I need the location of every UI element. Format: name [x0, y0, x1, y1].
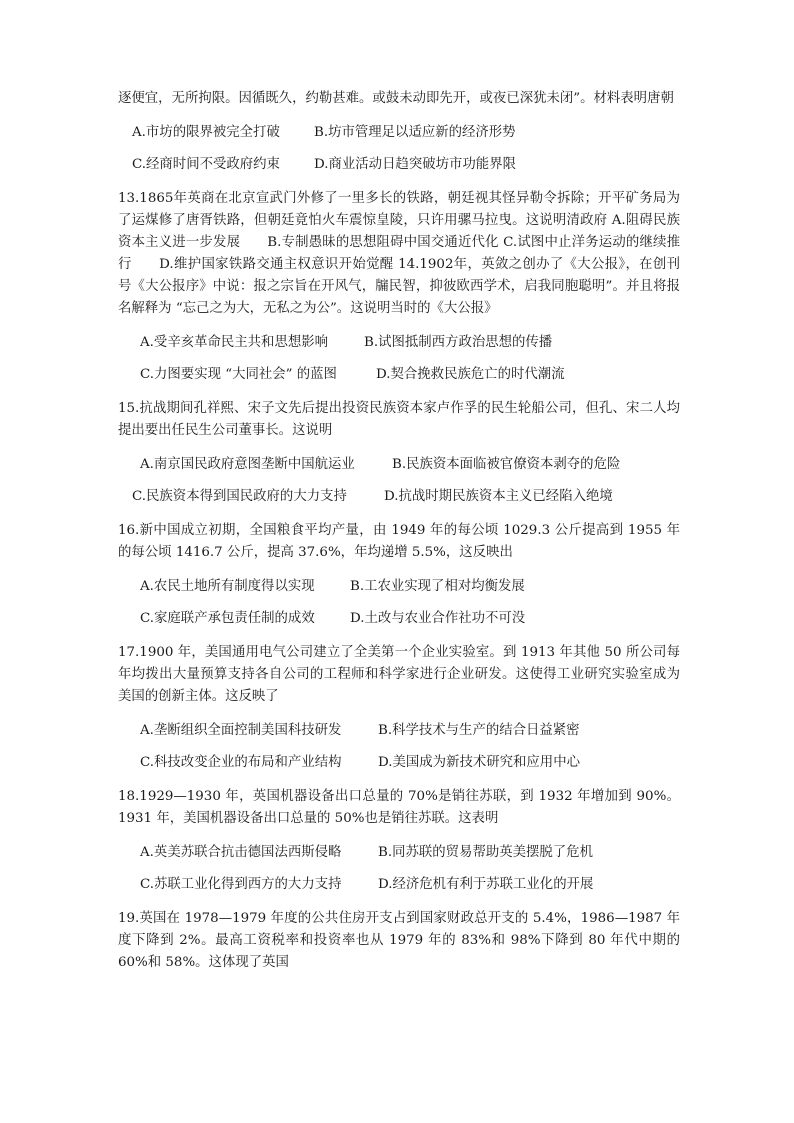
q14-option-c: C.力图要实现 “大同社会” 的蓝图	[140, 367, 337, 382]
q15-option-d: D.抗战时期民族资本主义已经陷入绝境	[384, 489, 613, 504]
q13-q14-text: 13.1865年英商在北京宣武门外修了一里多长的铁路，朝廷视其怪异勒令拆除；开平矿务局为了运煤修了唐胥铁路，但朝廷竟怕火车震惊皇陵，只许用骡马拉曳。这说明清政府 A.阻碍民族资本主义进一步发展 B.专制愚昧的思想阻碍中国交通近代化 C.试图中止洋务运动的继续推行 D.维护国家铁路交通主权意识开始觉醒 14.1902年，英敛之创办了《大公报》，在创刊号《大公报序》中说：报之宗旨在开风气，牖民智，抑彼欧西学术，启我同胞聪明”。并且将报名解释为 “忘己之为大，无私之为公”。这说明当时的《大公报》	[118, 191, 680, 316]
q14-options-row-1	[118, 332, 680, 354]
q12-option-c: C.经商时间不受政府约束	[132, 157, 280, 172]
q17-option-a: A.垄断组织全面控制美国科技研发	[140, 723, 342, 738]
q17-option-c: C.科技改变企业的布局和产业结构	[140, 755, 342, 770]
q14-option-d: D.契合挽救民族危亡的时代潮流	[376, 367, 565, 382]
q14-options-row-2	[118, 364, 680, 386]
q12-option-d: D.商业活动日趋突破坊市功能界限	[314, 157, 516, 172]
q16-options-row-1	[118, 576, 680, 598]
q14-option-b: B.试图抵制西方政治思想的传播	[364, 335, 553, 350]
q16-options-row-2	[118, 608, 680, 630]
q16-stem: 16.新中国成立初期，全国粮食平均产量，由 1949 年的每公顷 1029.3 公斤提高到 1955 年的每公顷 1416.7 公斤，提高 37.6%，年均递增 5.5%，这反映出	[118, 523, 680, 560]
q18-option-a: A.英美苏联合抗击德国法西斯侵略	[140, 845, 342, 860]
q15-options-row-2	[118, 486, 680, 508]
q17-option-b: B.科学技术与生产的结合日益紧密	[378, 723, 580, 738]
q15-option-b: B.民族资本面临被官僚资本剥夺的危险	[392, 457, 621, 472]
q17-option-d: D.美国成为新技术研究和应用中心	[378, 755, 580, 770]
q12-options-row-1	[118, 122, 680, 144]
exam-page	[118, 88, 680, 974]
q15-option-c: C.民族资本得到国民政府的大力支持	[132, 489, 347, 504]
q16-option-c: C.家庭联产承包责任制的成效	[140, 611, 315, 626]
q12-option-a: A.市坊的限界被完全打破	[132, 125, 280, 140]
q16-option-b: B.工农业实现了相对均衡发展	[350, 579, 525, 594]
q18-options-row-2	[118, 874, 680, 896]
q17-stem: 17.1900 年，美国通用电气公司建立了全美第一个企业实验室。到 1913 年其他 50 所公司每年均拨出大量预算支持各自公司的工程师和科学家进行企业研发。这使得工业研究实验室成为美国的创新主体。这反映了	[118, 645, 680, 704]
q18-option-b: B.同苏联的贸易帮助英美摆脱了危机	[378, 845, 593, 860]
q12-stem-continuation: 逐便宜，无所拘限。因循既久，约勒甚难。或鼓未动即先开，或夜已深犹未闭”。材料表明唐朝	[118, 91, 674, 106]
q12-options-row-2	[118, 154, 680, 176]
q15-stem: 15.抗战期间孔祥熙、宋子文先后提出投资民族资本家卢作孚的民生轮船公司，但孔、宋二人均提出要出任民生公司董事长。这说明	[118, 401, 680, 438]
q16-option-d: D.土改与农业合作社功不可没	[350, 611, 526, 626]
q15-options-row-1	[118, 454, 680, 476]
q18-options-row-1	[118, 842, 680, 864]
q18-option-c: C.苏联工业化得到西方的大力支持	[140, 877, 342, 892]
q18-stem: 18.1929—1930 年，英国机器设备出口总量的 70%是销往苏联，到 1932 年增加到 90%。1931 年，美国机器设备出口总量的 50%也是销往苏联。这表明	[118, 789, 680, 826]
q18-option-d: D.经济危机有利于苏联工业化的开展	[378, 877, 594, 892]
q15-option-a: A.南京国民政府意图垄断中国航运业	[140, 457, 355, 472]
q17-options-row-1	[118, 720, 680, 742]
q17-options-row-2	[118, 752, 680, 774]
q12-option-b: B.坊市管理足以适应新的经济形势	[314, 125, 516, 140]
q16-option-a: A.农民土地所有制度得以实现	[140, 579, 315, 594]
q19-stem: 19.英国在 1978—1979 年度的公共住房开支占到国家财政总开支的 5.4%，1986—1987 年度下降到 2%。最高工资税率和投资率也从 1979 年的 83%和 98%下降到 80 年代中期的 60%和 58%。这体现了英国	[118, 911, 680, 970]
q14-option-a: A.受辛亥革命民主共和思想影响	[140, 335, 329, 350]
